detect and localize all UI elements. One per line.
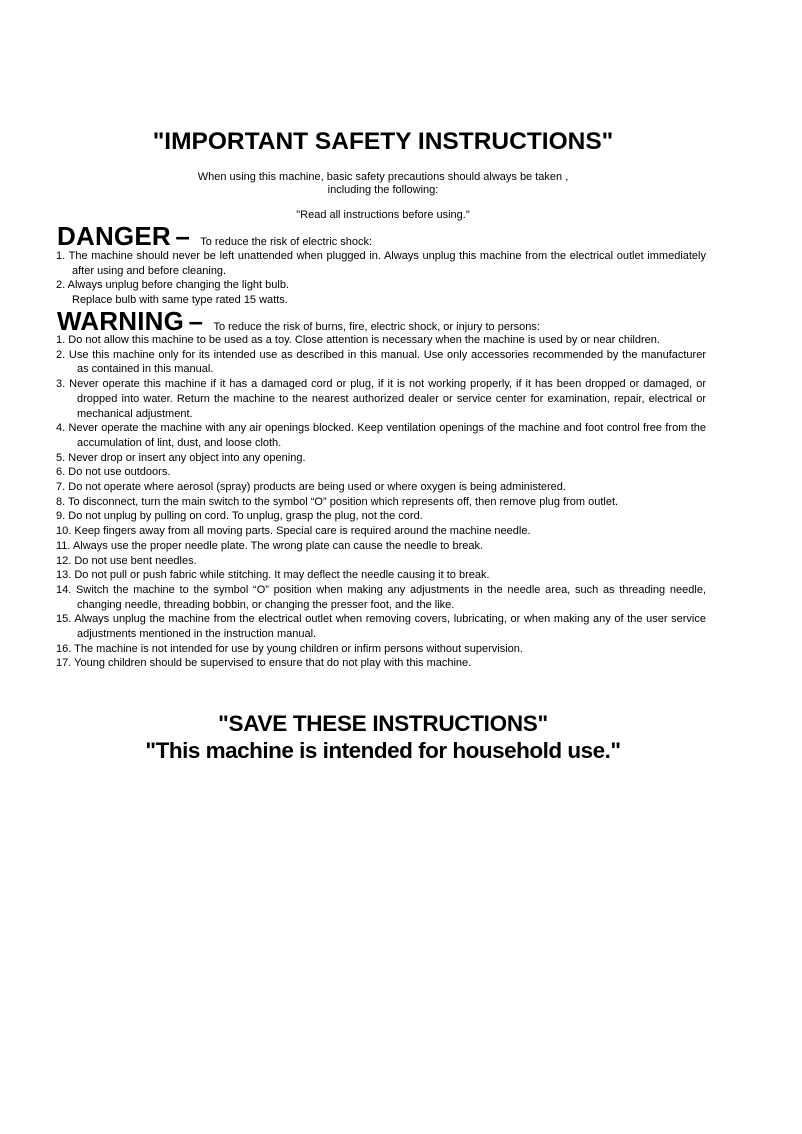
warning-item: 8. To disconnect, turn the main switch to the symbol “O” position which represents off, then remove plug from outlet. (56, 495, 619, 508)
page-title: "IMPORTANT SAFETY INSTRUCTIONS" (152, 128, 614, 155)
warning-item: 13. Do not pull or push fabric while stitching. It may deflect the needle causing it to break. (56, 569, 490, 582)
warning-item: 14. Switch the machine to the symbol “O” position when making any adjustments in the needle area, such as threading needle, changing needle, threading bobbin, or changing the presser foot, and the like. (56, 583, 706, 611)
warning-item: 15. Always unplug the machine from the electrical outlet when removing covers, lubricating, or when making any of the user service adjustments mentioned in the instruction manual. (56, 613, 706, 641)
danger-item-2-continuation: Replace bulb with same type rated 15 watts. (72, 294, 288, 307)
save-instructions-heading: "SAVE THESE INSTRUCTIONS" (218, 711, 548, 736)
danger-heading-row (57, 221, 372, 252)
warning-item: 2. Use this machine only for its intended use as described in this manual. Use only accessories recommended by the manufacturer as contained in this manual. (56, 348, 706, 376)
warning-item: 4. Never operate the machine with any air openings blocked. Keep ventilation openings of the machine and foot control free from the accumulation of lint, dust, and loose cloth. (56, 422, 706, 449)
warning-item: 11. Always use the proper needle plate. The wrong plate can cause the needle to break. (56, 539, 484, 552)
intro-line-2: including the following: (327, 184, 439, 196)
danger-heading: DANGER (57, 221, 171, 251)
warning-list (56, 333, 706, 671)
warning-item: 12. Do not use bent needles. (56, 554, 197, 567)
warning-item: 6. Do not use outdoors. (56, 466, 171, 479)
warning-item: 5. Never drop or insert any object into any opening. (56, 451, 306, 464)
danger-item-2: 2. Always unplug before changing the light bulb. Replace bulb with same type rated 15 watts. (56, 278, 706, 307)
warning-item: 7. Do not operate where aerosol (spray) products are being used or where oxygen is being administered. (56, 481, 566, 494)
warning-dash: – (188, 306, 203, 336)
danger-list (56, 249, 706, 308)
warning-item: 10. Keep fingers away from all moving parts. Special care is required around the machine needle. (56, 525, 531, 538)
danger-subtitle: To reduce the risk of electric shock: (200, 236, 373, 248)
read-all-notice: "Read all instructions before using." (296, 209, 470, 221)
intro-text (0, 171, 766, 197)
danger-dash: – (175, 221, 190, 251)
warning-subtitle: To reduce the risk of burns, fire, electric shock, or injury to persons: (213, 321, 540, 333)
intro-line-1: When using this machine, basic safety precautions should always be taken , (197, 171, 569, 183)
warning-item: 9. Do not unplug by pulling on cord. To unplug, grasp the plug, not the cord. (56, 510, 423, 523)
warning-item: 17. Young children should be supervised to ensure that do not play with this machine. (56, 657, 472, 670)
warning-item: 3. Never operate this machine if it has a damaged cord or plug, if it is not working properly, if it has been dropped or damaged, or dropped into water. Return the machine to the nearest authorized dealer or service center for examination, repair, electrical or mechanical adjustment. (56, 378, 706, 420)
warning-item: 16. The machine is not intended for use by young children or infirm persons without supervision. (56, 642, 523, 655)
warning-item: 1. Do not allow this machine to be used as a toy. Close attention is necessary when the machine is used by or near children. (56, 334, 660, 346)
warning-heading: WARNING (57, 306, 185, 336)
household-use-heading: "This machine is intended for household use." (145, 738, 621, 763)
danger-item-1: 1. The machine should never be left unattended when plugged in. Always unplug this machine from the electrical outlet immediately after using and before cleaning. (56, 250, 706, 277)
